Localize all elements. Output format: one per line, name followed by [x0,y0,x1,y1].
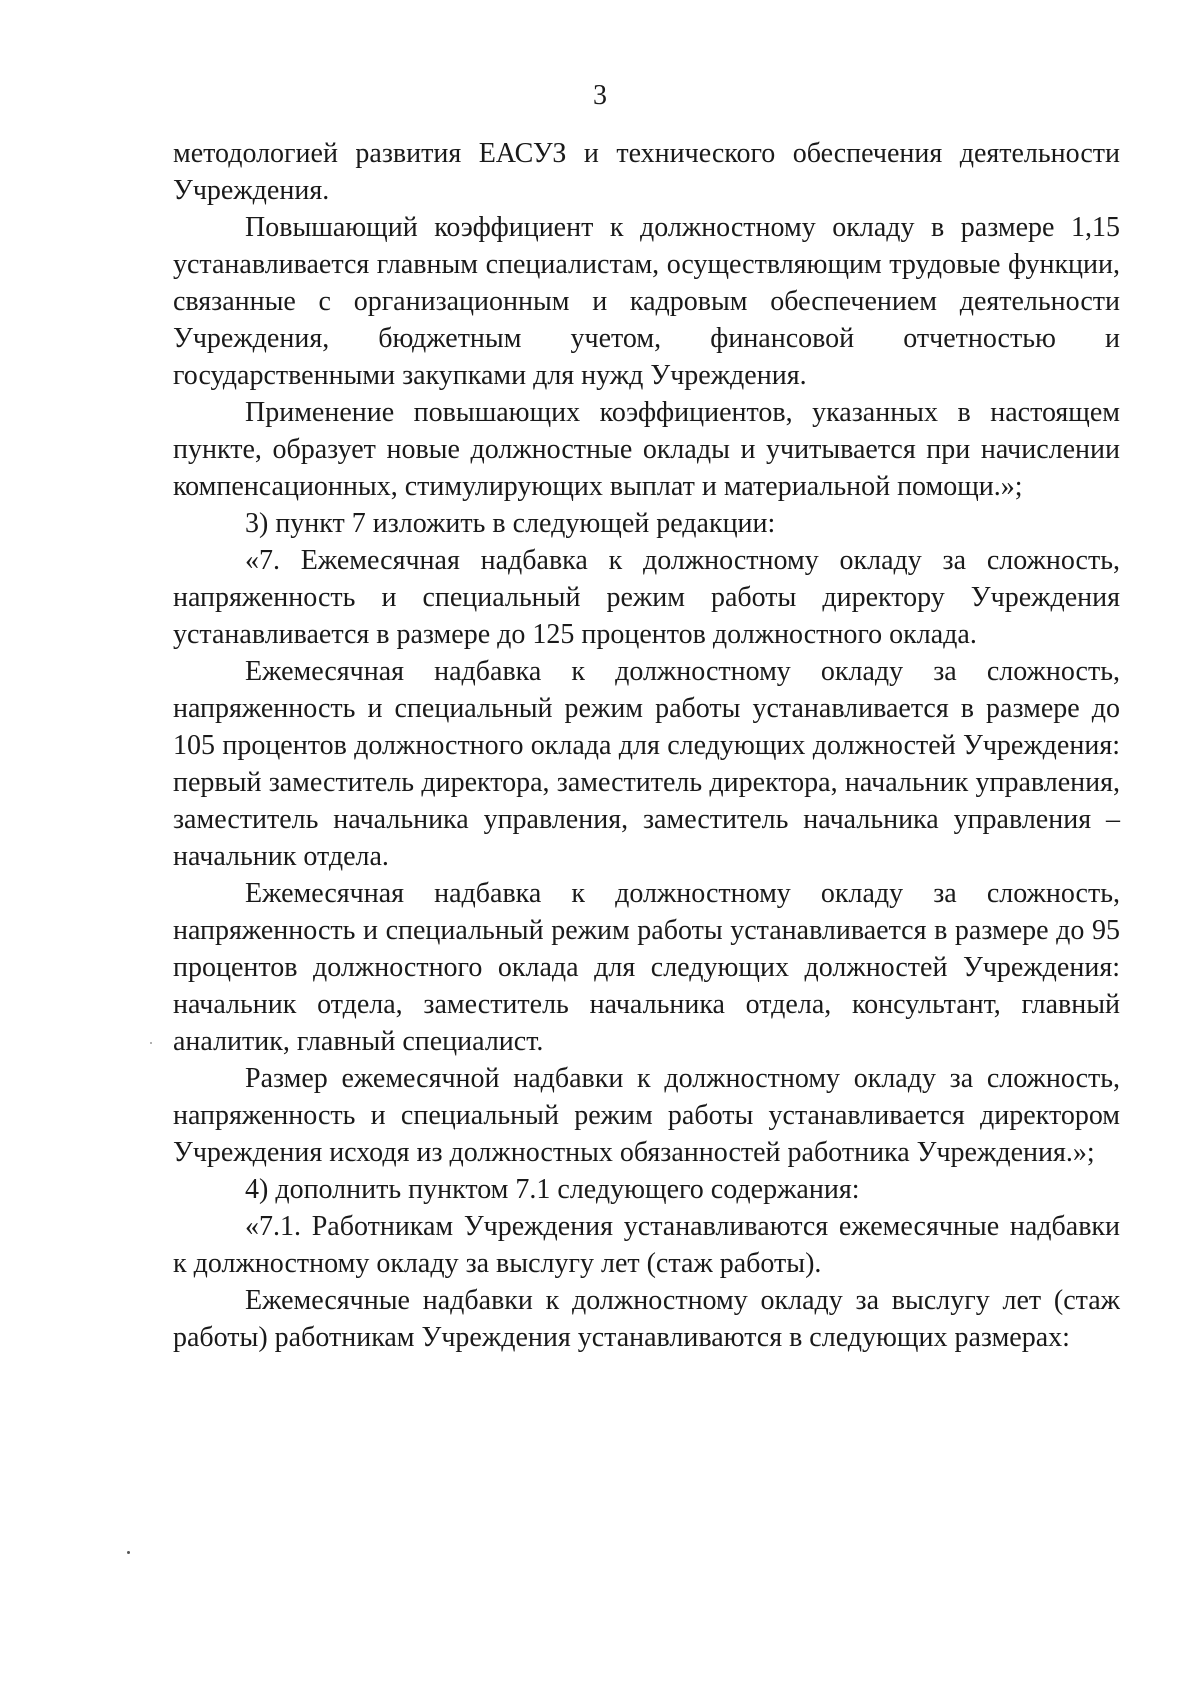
scan-speck [150,1042,152,1044]
paragraph: Ежемесячная надбавка к должностному окладу за сложность, напряженность и специальный режим работы устанавливается в размере до 95 процентов должностного оклада для следующих должностей Учреждения: начальник отдела, заместитель начальника отдела, консультант, главный аналитик, главный специалист. [173,878,1120,1057]
scan-speck [127,1551,130,1554]
paragraph: Повышающий коэффициент к должностному окладу в размере 1,15 устанавливается главным специалистам, осуществляющим трудовые функции, связанные с организационным и кадровым обеспечением деятельности Учреждения, бюджетным учетом, финансовой отчетностью и государственными закупками для нужд Учреждения. [173,212,1120,391]
paragraph: «7.1. Работникам Учреждения устанавливаются ежемесячные надбавки к должностному окладу за выслугу лет (стаж работы). [173,1211,1120,1279]
paragraph: Размер ежемесячной надбавки к должностному окладу за сложность, напряженность и специальный режим работы устанавливается директором Учреждения исходя из должностных обязанностей работника Учреждения.»; [173,1063,1120,1168]
paragraph: Применение повышающих коэффициентов, указанных в настоящем пункте, образует новые должностные оклады и учитывается при начислении компенсационных, стимулирующих выплат и материальной помощи.»; [173,397,1120,502]
paragraph: «7. Ежемесячная надбавка к должностному окладу за сложность, напряженность и специальный режим работы директору Учреждения устанавливается в размере до 125 процентов должностного оклада. [173,545,1120,650]
paragraph: 3) пункт 7 изложить в следующей редакции: [245,508,776,539]
paragraph: 4) дополнить пунктом 7.1 следующего содержания: [245,1174,860,1205]
paragraph: Ежемесячная надбавка к должностному окладу за сложность, напряженность и специальный режим работы устанавливается в размере до 105 процентов должностного оклада для следующих должностей Учреждения: первый заместитель директора, заместитель директора, начальник управления, заместитель начальника управления, заместитель начальника управления – начальник отдела. [173,656,1120,872]
document-body [173,135,1120,1356]
paragraph: Ежемесячные надбавки к должностному окладу за выслугу лет (стаж работы) работникам Учреждения устанавливаются в следующих размерах: [173,1285,1120,1353]
paragraph-continuation: методологией развития ЕАСУЗ и технического обеспечения деятельности Учреждения. [173,138,1120,206]
page-number: 3 [593,80,607,111]
